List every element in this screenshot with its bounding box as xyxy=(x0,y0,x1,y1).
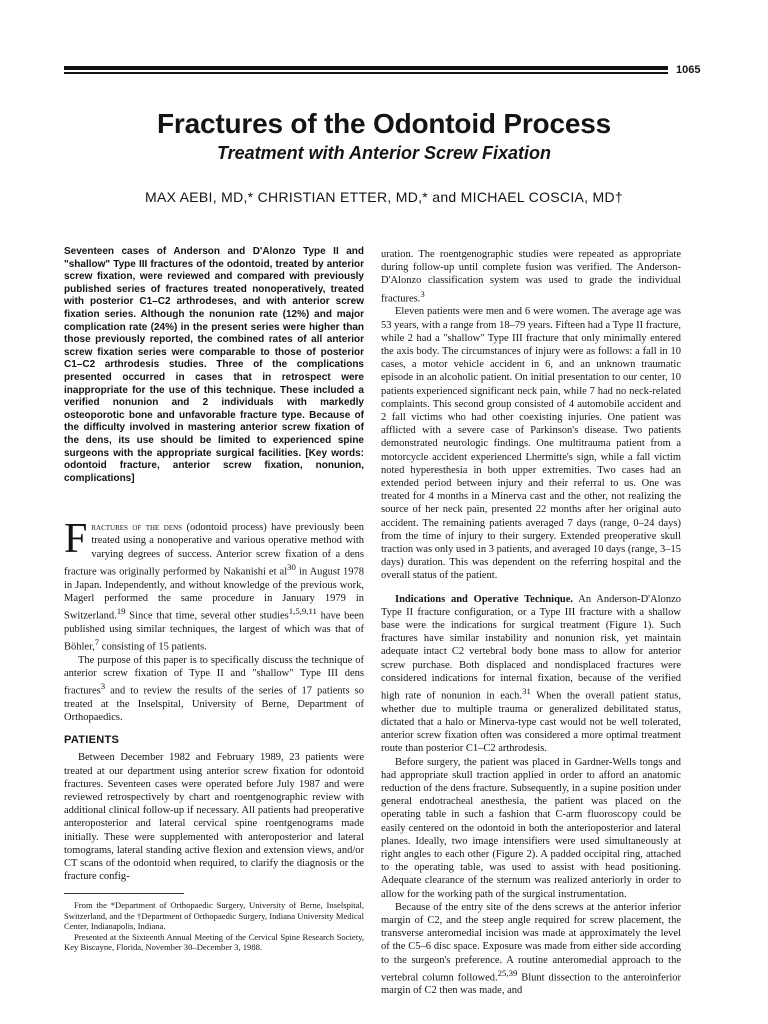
patients-paragraph-1-cont: uration. The roentgenographic studies were repeated as appropriate during follow-up until complete fusion was verified. The Anderson-D'Alonzo classification system was used to grade the individual fractures.$^3$ xyxy=(381,249,681,305)
footnote-presentation: Presented at the Sixteenth Annual Meeting of the Cervical Spine Research Society, Key Biscayne, Florida, November 30–December 3, 1988. xyxy=(64,931,364,953)
patients-paragraph-2: Eleven patients were men and 6 were women. The average age was 53 years, with a range from 18–79 years. Fifteen had a Type II fracture, while 2 had a "shallow" Type III fracture that only minimally entered the axis body. The circumstances of injury were as follows: a fall in 10 cases, a motor vehicle accident in 6, and an unknown traumatic episode in an alcoholic patient. On initial presentation to our center, 10 patients experienced significant neck pain, while 7 had no neck-related complaints. This second group consisted of 4 automobile accident and 2 fall victims who had other coexisting injuries. One patient was afflicted with a severe case of Parkinson's disease. Two patients demonstrated neurologic findings. One multitrauma patient from a motorcycle accident experienced Lhermitte's sign, while a fall victim noted hyperesthesia in both upper extremities. Two cases had an extended period between injury and their referral to us. One was treated for 4 months in a Minerva cast and the other, not realizing the source of her neck pain, presented 22 months after her original auto accident. The remaining patients averaged 7 days (range, 0–24 days) from the time of injury to their surgery. Extended preoperative skull traction was only used in 3 patients, and averaged 10 days (range, 3–15 days) duration. This was dependent on the referring hospital and the overall status of the patient. xyxy=(381,306,681,582)
reference: 25,39 xyxy=(497,967,518,978)
intro-smallcaps: ractures of the dens xyxy=(91,522,183,534)
page-number: 1065 xyxy=(676,64,701,76)
footnote-affiliation: From the *Department of Orthopaedic Surgery, University of Berne, Inselspital, Switzerland, and the †Department of Orthopaedic Surgery, Indiana University Medical Center, Indianapolis, Indiana. xyxy=(64,900,364,932)
reference: 31 xyxy=(522,686,531,696)
left-column xyxy=(64,246,364,883)
intro-paragraph-1: Fractures of the dens (odontoid process) have previously been treated using a nonoperative and various operative method with varying degrees of success. Anterior screw fixation of a dens fracture was originally performed by Nakanishi et $al^{30}$ in August 1978 in Japan. Independently, and without knowledge of the previous work, Magerl performed the same procedure in January 1979 in Switzerland.$^{19}$ Since that time, several other studies$^{1,5,9,11}$ have been published using similar techniques, the largest of which was that of Böhler,$^7$ consisting of 15 patients. xyxy=(64,516,364,653)
surgery-paragraph-2: Because of the entry site of the dens screws at the anterior inferior margin of C2, and the steep angle required for screw placement, the transverse anteromedial incision was made at approximately the level of the C5–6 disc space. Exposure was made from either side according to the surgeon's preference. A routine anteromedial approach to the vertebral column followed.$^{25,39}$ Blunt dissection to the anteroinferior margin of C2 then was made, and xyxy=(381,901,682,997)
abstract: Seventeen cases of Anderson and D'Alonzo Type II and "shallow" Type III fractures of the odontoid, treated by anterior screw fixation, were reviewed and compared with previously published series of fractures treated nonoperatively, treated with posterior C1–C2 arthrodeses, and with anterior screw fixation series. Although the nonunion rate (12%) and major complication rate (24%) in the present series were higher than those previously reported, the combined rates of all anterior screw fixation series were comparable to those of posterior C1–C2 arthrodesis studies. Three of the complications presented occurred in cases that in retrospect were inappropriate for the use of this technique. These included a verified nonunion and 2 individuals with markedly osteoporotic bone and unfavorable fracture type. Because of the difficulty involved in mastering anterior screw fixation of the dens, its use should be limited to experienced spine surgeons with the appropriate surgical facilities. [Key words: odontoid fracture, anterior screw fixation, nonunion, complications] xyxy=(64,246,364,484)
surgery-paragraph-1: Before surgery, the patient was placed in Gardner-Wells tongs and had appropriate skull traction applied in order to afford an anatomic reduction of the dens fracture. Subsequently, in a supine position under general endotracheal anesthesia, the patient was placed on the operating table in such a fashion that C-arm fluoroscopy could be easily centered on the odontoid in both the anterioposterior and lateral planes. Ideally, two image intensifiers were used simultaneously at right angles to each other (Figure 2). A padded occipital ring, attached to the operating table, was used to assist with head positioning. Adequate clearance of the sternum was realized anteriorly in order to allow for the working path of the surgical instrumentation. xyxy=(381,756,681,900)
header-rule xyxy=(64,66,668,74)
article-title: Fractures of the Odontoid Process xyxy=(157,108,611,139)
right-column xyxy=(381,248,681,998)
reference: 7 xyxy=(94,636,100,647)
footnotes xyxy=(64,893,364,953)
indications-paragraph: Indications and Operative Technique. An Anderson-D'Alonzo Type II fracture configuration, or a Type III fracture with a shallow base were the indications for surgical treatment (Figure 1). Such fractures have similar instability and nonunion risk, yet maintain adequate intact C2 vertebral body bone mass to allow for anterior screw purchase. Both displaced and nondisplaced fractures were considered indications for internal fixation, because of the verified high rate of nonunion in each.$^{31}$ When the overall patient status, whether due to multiple trauma or generalized debilitated status, dictated that a halo or Minerva-type cast would not be well tolerated, anterior screw fixation often was considered a more optimal treatment route than posterior C1–C2 arthrodesis. xyxy=(381,593,681,755)
subsection-heading-indications: Indications and Operative Technique. xyxy=(395,593,574,605)
reference: 1,5,9,11 xyxy=(288,606,317,616)
author-list: MAX AEBI, MD,* CHRISTIAN ETTER, MD,* and MICHAEL COSCIA, MD† xyxy=(144,189,623,205)
patients-paragraph-1: Between December 1982 and February 1989, 23 patients were treated at our department using anterior screw fixation for odontoid fractures. Seventeen cases were operated before July 1987 and were reviewed retrospectively by chart and roentgenographic review with additional clinical follow-up if necessary. All patients had preoperative anteroposterior and lateral cervical spine roentgenograms made initially. These were supplemented with anteroposterior and lateral tomograms, lateral standing active flexion and extension views, and/or CT scans of the odontoid when required, to clarify the diagnosis or the fracture config- xyxy=(64,752,364,883)
reference: 3 xyxy=(100,681,106,692)
reference: 19 xyxy=(116,606,126,616)
intro-paragraph-2: The purpose of this paper is to specifically discuss the technique of anterior screw fixation of Type II and "shallow" Type III dens fractures$^3$ and to review the results of the series of 17 patients so treated at the Inselspital, University of Berne, Department of Orthopaedics. xyxy=(64,654,364,723)
footnote-rule xyxy=(64,893,184,894)
reference: 30 xyxy=(287,561,296,572)
drop-cap: F xyxy=(64,516,88,563)
reference: 3 xyxy=(420,288,425,299)
article-subtitle: Treatment with Anterior Screw Fixation xyxy=(216,143,552,163)
section-heading-patients: PATIENTS xyxy=(64,734,120,747)
